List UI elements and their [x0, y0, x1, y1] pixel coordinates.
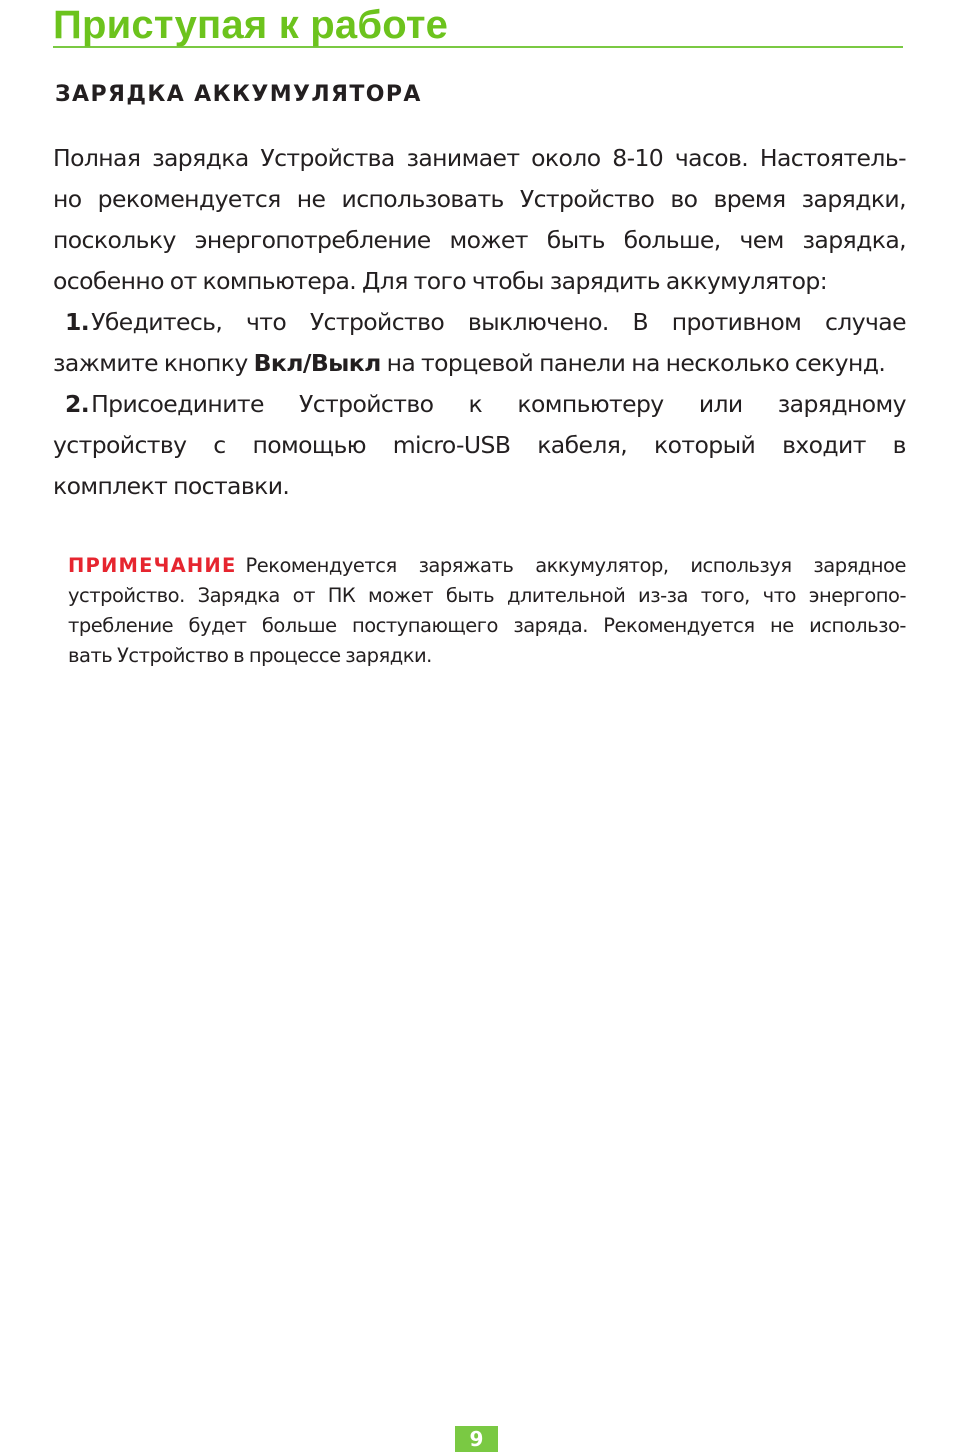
step-2-line-3: комплект поставки.: [53, 472, 290, 500]
word: рекомендуется: [97, 185, 281, 213]
word: быть: [445, 584, 495, 607]
step-1-text-after: на торцевой панели на несколько секунд.: [380, 349, 886, 377]
word: длительной: [506, 584, 626, 607]
word: Убедитесь,: [91, 308, 223, 336]
word: во: [670, 185, 698, 213]
word: выключено.: [467, 308, 609, 336]
justified-words: [91, 384, 906, 425]
word: не: [769, 614, 794, 637]
word: заряжать: [418, 554, 514, 577]
word: заряда.: [513, 614, 588, 637]
word: ПК: [327, 584, 356, 607]
word: зарядка,: [802, 226, 906, 254]
word: зарядное: [813, 554, 906, 577]
word: к: [468, 390, 483, 418]
word: аккумулятор,: [535, 554, 669, 577]
step-1-text-before: зажмите кнопку: [53, 349, 254, 377]
justified-words: [245, 551, 906, 581]
step-1-line-2: [53, 343, 906, 384]
word: используя: [690, 554, 792, 577]
word: часов.: [674, 144, 749, 172]
word: Устройство: [519, 185, 655, 213]
word: использо-: [809, 614, 906, 637]
step-2-line-1: [53, 384, 906, 425]
step-1-line-1: [53, 302, 906, 343]
word: противном: [671, 308, 802, 336]
word: поскольку: [53, 226, 176, 254]
note-line-3: [68, 611, 906, 641]
word: Присоедините: [91, 390, 264, 418]
note-block: [68, 551, 906, 671]
word: кабеля,: [537, 431, 628, 459]
word: устройству: [53, 431, 187, 459]
word: энергопотребление: [194, 226, 431, 254]
word: может: [368, 584, 434, 607]
word: зарядка: [152, 144, 249, 172]
chapter-title: Приступая к работе: [53, 2, 903, 48]
note-line-1: [68, 551, 906, 581]
word: Устройство: [309, 308, 445, 336]
word: поступающего: [351, 614, 498, 637]
word: Устройство: [299, 390, 434, 418]
word: энергопо-: [808, 584, 906, 607]
word: что: [245, 308, 287, 336]
word: время: [713, 185, 786, 213]
justified-words: [91, 302, 906, 343]
word: больше,: [623, 226, 721, 254]
intro-line-3: [53, 220, 906, 261]
page-number-badge: 9: [455, 1426, 498, 1452]
step-1-number: 1.: [65, 308, 90, 336]
word: В: [632, 308, 649, 336]
word: требление: [68, 614, 174, 637]
word: от: [292, 584, 315, 607]
word: Устройства: [260, 144, 395, 172]
body-text: [53, 138, 906, 507]
word: Зарядка: [197, 584, 280, 607]
word: что: [762, 584, 796, 607]
word: больше: [261, 614, 337, 637]
note-line-4: вать Устройство в процессе зарядки.: [68, 644, 432, 667]
word: входит: [782, 431, 866, 459]
word: Настоятель-: [759, 144, 906, 172]
word: Полная: [53, 144, 141, 172]
note-line-2: [68, 581, 906, 611]
word: помощью: [252, 431, 366, 459]
word: того,: [700, 584, 750, 607]
word: но: [53, 185, 82, 213]
word: может: [449, 226, 528, 254]
word: в: [892, 431, 906, 459]
word: Рекомендуется: [245, 554, 397, 577]
word: использовать: [341, 185, 504, 213]
word: зарядки,: [801, 185, 906, 213]
word: случае: [824, 308, 906, 336]
word: быть: [546, 226, 605, 254]
word: не: [296, 185, 326, 213]
intro-line-2: [53, 179, 906, 220]
step-2-number: 2.: [65, 390, 90, 418]
word: Рекомендуется: [603, 614, 755, 637]
word: из-за: [638, 584, 688, 607]
word: около: [531, 144, 601, 172]
word: компьютеру: [517, 390, 664, 418]
word: чем: [739, 226, 784, 254]
word: micro-USB: [392, 431, 511, 459]
word: зарядному: [777, 390, 906, 418]
word: который: [654, 431, 756, 459]
intro-line-1: [53, 138, 906, 179]
word: или: [698, 390, 743, 418]
power-button-label: Вкл/Выкл: [253, 349, 381, 377]
intro-line-4: особенно от компьютера. Для того чтобы зарядить аккумулятор:: [53, 267, 828, 295]
word: с: [213, 431, 226, 459]
word: занимает: [406, 144, 520, 172]
word: будет: [188, 614, 247, 637]
section-heading: ЗАРЯДКА АККУМУЛЯТОРА: [55, 82, 422, 107]
step-2-line-2: [53, 425, 906, 466]
word: устройство.: [68, 584, 185, 607]
word: 8-10: [612, 144, 664, 172]
note-label: ПРИМЕЧАНИЕ: [68, 554, 237, 577]
